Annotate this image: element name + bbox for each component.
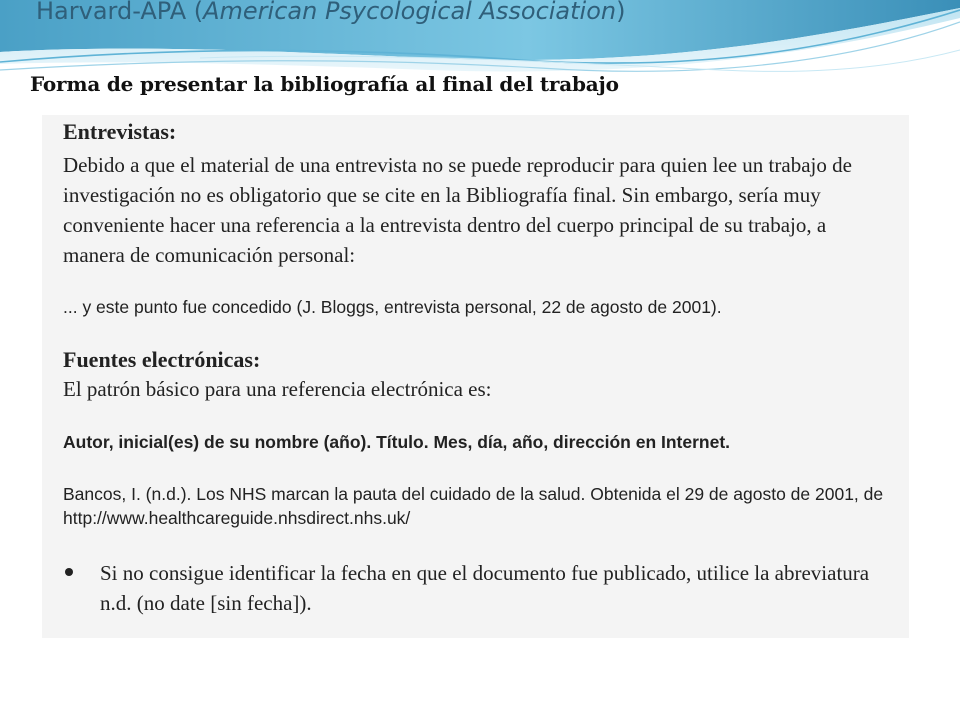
title-prefix: Harvard-APA ( [36,0,204,25]
title-suffix: ) [616,0,626,25]
title-italic: American Psycological Association [203,0,617,25]
reference-pattern: Autor, inicial(es) de su nombre (año). Título. Mes, día, año, dirección en Internet. [63,432,731,452]
bullet-text: Si no consigue identificar la fecha en que el documento fue publicado, utilice la abreviatura n.d. (no date [sin fecha]). [100,561,870,615]
interviews-body: Debido a que el material de una entrevista no se puede reproducir para quien lee un trabajo de investigación no es obligatorio que se cite en la Bibliografía final. Sin embargo, sería muy conveniente hacer una referencia a la entrevista dentro del cuerpo principal de su trabajo, a manera de comunicación personal: [63,153,852,267]
interviews-heading: Entrevistas: [63,119,177,144]
slide-subtitle: Forma de presentar la bibliografía al final del trabajo [30,72,619,96]
electronic-sources-heading: Fuentes electrónicas: [63,347,261,372]
interviews-example: ... y este punto fue concedido (J. Bloggs, entrevista personal, 22 de agosto de 2001). [63,297,722,317]
slide-title [36,0,626,25]
scanned-document-image [42,115,909,638]
reference-example: Bancos, I. (n.d.). Los NHS marcan la pauta del cuidado de la salud. Obtenida el 29 de agosto de 2001, de http://www.healthcareguide.nhsdirect.nhs.uk/ [63,484,884,528]
bullet-icon [65,568,73,576]
electronic-sources-body: El patrón básico para una referencia electrónica es: [63,377,492,401]
